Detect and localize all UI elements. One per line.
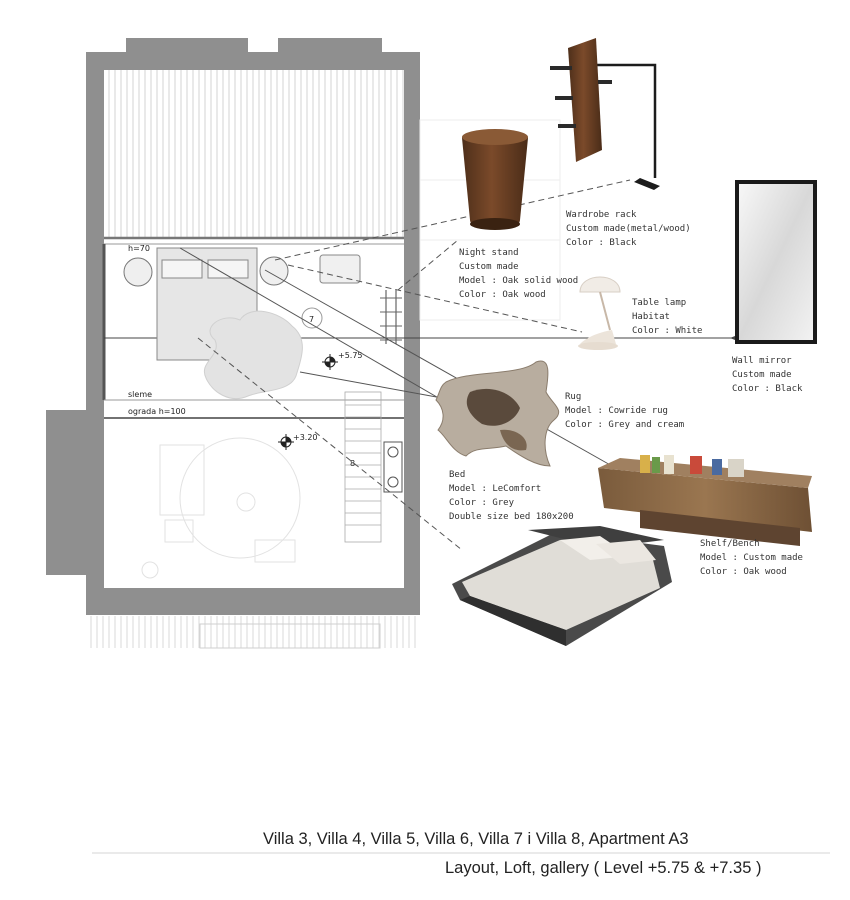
lamp-color: Color : White	[632, 326, 703, 336]
nightstand-model: Model : Oak solid wood	[459, 276, 579, 286]
level-575-label: +5.75	[338, 351, 363, 360]
room-7-number: 7	[309, 315, 315, 324]
lamp-brand: Habitat	[632, 312, 670, 322]
wall-mirror-image	[735, 180, 817, 344]
lamp-name: Table lamp	[632, 298, 687, 308]
rug-color: Color : Grey and cream	[565, 420, 685, 430]
shelf-bench-image	[598, 455, 812, 546]
terrace-railing	[88, 616, 418, 648]
nightstand-color: Color : Oak wood	[459, 290, 546, 300]
mirror-name: Wall mirror	[732, 356, 792, 366]
footer-project-title: Villa 3, Villa 4, Villa 5, Villa 6, Villa 7 i Villa 8, Apartment A3	[263, 830, 689, 848]
sleme-label: sleme	[128, 390, 153, 399]
nightstand-name: Night stand	[459, 248, 519, 258]
rug-name: Rug	[565, 392, 582, 402]
rug-plan	[204, 311, 302, 398]
nightstand-image	[462, 129, 528, 230]
bed-name: Bed	[449, 470, 466, 480]
bed-model: Model : LeComfort	[449, 484, 542, 494]
roof-void	[104, 70, 404, 238]
ograda-label: ograda h=100	[128, 407, 186, 416]
height-70-label: h=70	[128, 244, 150, 253]
rug-model: Model : Cowride rug	[565, 406, 668, 416]
wardrobe-annotation	[566, 208, 691, 250]
wardrobe-rack-image	[550, 38, 660, 190]
mirror-annotation	[732, 354, 802, 396]
bed-image	[452, 526, 672, 646]
room-8-number: 8	[350, 459, 356, 468]
level-320-label: +3.20	[293, 433, 318, 442]
footer-sheet-title: Layout, Loft, gallery ( Level +5.75 & +7.35 )	[445, 859, 762, 877]
nightstand-annotation	[459, 246, 578, 302]
mirror-detail: Custom made	[732, 370, 792, 380]
desk-plan	[320, 255, 360, 283]
wardrobe-name: Wardrobe rack	[566, 210, 637, 220]
bed-size: Double size bed 180x200	[449, 512, 574, 522]
table-lamp-image	[578, 277, 620, 350]
rug-annotation	[565, 390, 684, 432]
nightstand-detail: Custom made	[459, 262, 519, 272]
shelf-color: Color : Oak wood	[700, 567, 787, 577]
wardrobe-detail: Custom made(metal/wood)	[566, 224, 691, 234]
nightstand-left	[124, 258, 152, 286]
shelf-name: Shelf/Bench	[700, 539, 760, 549]
shelf-annotation	[700, 537, 803, 579]
lamp-annotation	[632, 296, 702, 338]
bed-color: Color : Grey	[449, 498, 515, 508]
mirror-color: Color : Black	[732, 384, 803, 394]
shelf-model: Model : Custom made	[700, 553, 803, 563]
wardrobe-color: Color : Black	[566, 238, 637, 248]
bed-annotation	[449, 468, 574, 524]
